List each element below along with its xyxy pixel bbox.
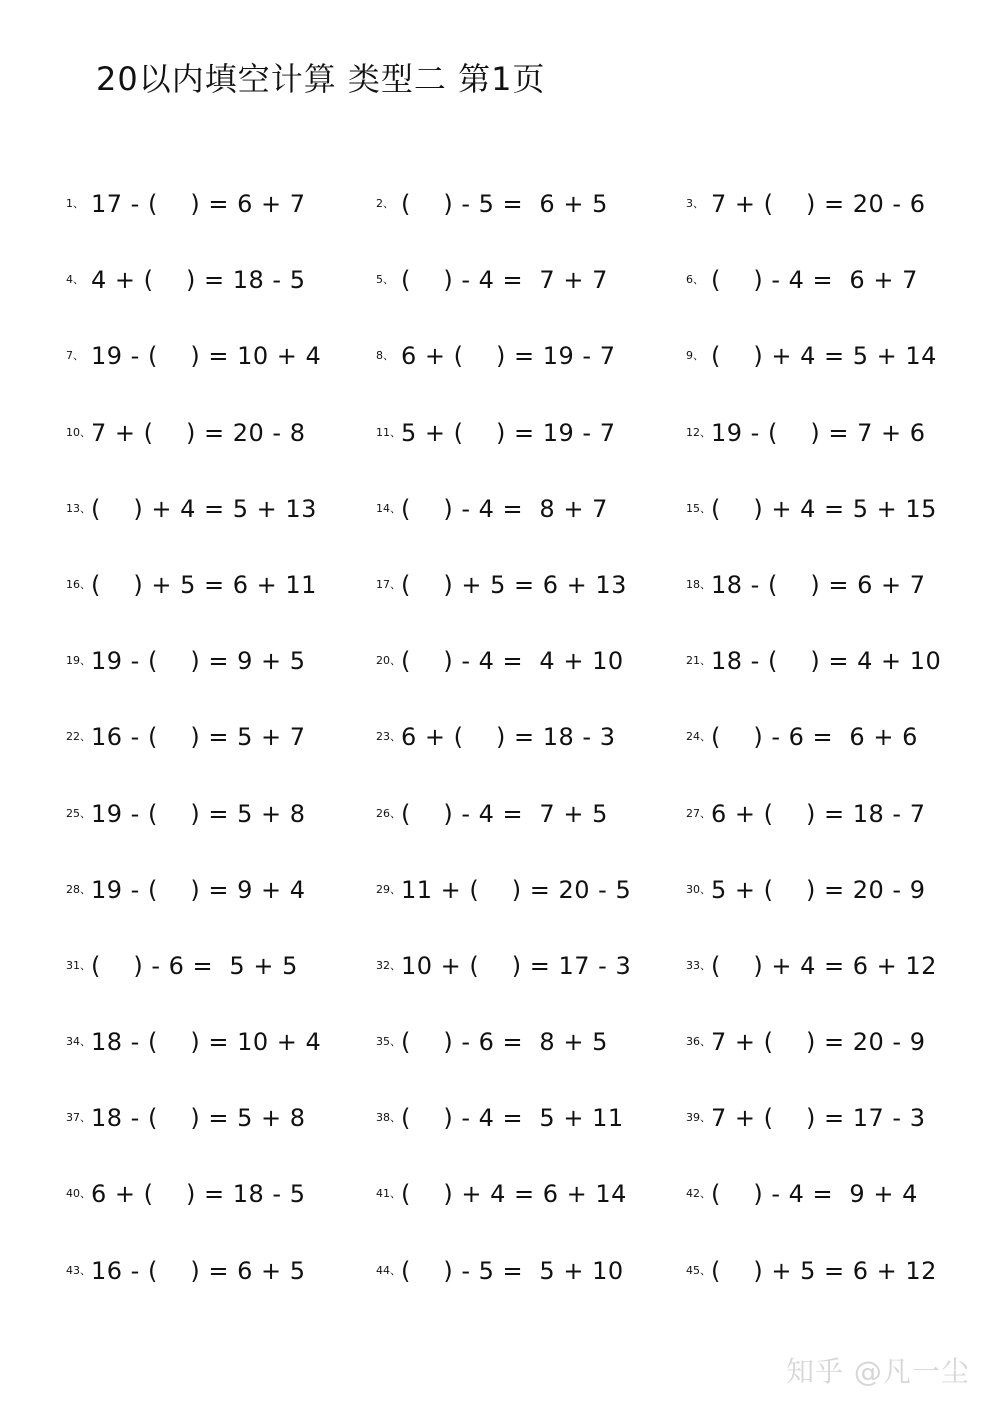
problem-expression: ( ) + 5 = 6 + 11 [91, 570, 317, 599]
problem-item [376, 563, 686, 609]
problem-expression: 18 - ( ) = 6 + 7 [711, 570, 926, 599]
problem-item [376, 411, 686, 457]
problem-expression: ( ) + 4 = 5 + 15 [711, 494, 937, 523]
problem-expression: 19 - ( ) = 7 + 6 [711, 418, 926, 447]
problem-number: 12、 [686, 425, 711, 439]
problem-expression: ( ) - 5 = 6 + 5 [401, 190, 608, 218]
problem-number: 25、 [66, 806, 91, 820]
problem-item [686, 1249, 966, 1295]
problem-item [686, 334, 966, 380]
problem-item [66, 1096, 376, 1142]
problem-number: 44、 [376, 1263, 401, 1277]
problem-expression: ( ) - 5 = 5 + 10 [401, 1256, 624, 1285]
problem-item [376, 1249, 686, 1295]
problem-expression: ( ) - 6 = 5 + 5 [91, 951, 298, 980]
problem-number: 38、 [376, 1111, 401, 1125]
problem-number: 6、 [686, 273, 704, 287]
problem-number: 40、 [66, 1187, 91, 1201]
problem-number: 21、 [686, 654, 711, 668]
problem-expression: ( ) - 4 = 5 + 11 [401, 1104, 624, 1133]
problem-item [376, 1096, 686, 1142]
problem-number: 24、 [686, 730, 711, 744]
problem-item [376, 715, 686, 761]
problem-item [66, 868, 376, 914]
problem-expression: ( ) + 4 = 5 + 14 [711, 342, 937, 371]
problem-number: 5、 [376, 273, 394, 287]
problem-expression: ( ) - 6 = 8 + 5 [401, 1028, 608, 1057]
problem-number: 37、 [66, 1111, 91, 1125]
problem-expression: ( ) - 4 = 9 + 4 [711, 1180, 918, 1209]
problem-number: 23、 [376, 730, 401, 744]
problem-expression: ( ) + 4 = 5 + 13 [91, 494, 317, 523]
problem-expression: ( ) - 4 = 7 + 5 [401, 799, 608, 828]
problem-number: 8、 [376, 349, 394, 363]
problem-expression: ( ) - 6 = 6 + 6 [711, 723, 918, 752]
problem-item [686, 792, 966, 838]
problem-expression: 18 - ( ) = 4 + 10 [711, 647, 942, 676]
problem-item [376, 334, 686, 380]
problem-item [66, 1020, 376, 1066]
problem-item [376, 868, 686, 914]
problem-expression: 16 - ( ) = 6 + 5 [91, 1256, 306, 1285]
problem-item [686, 182, 966, 228]
problem-item [66, 411, 376, 457]
problem-expression: 6 + ( ) = 18 - 7 [711, 799, 926, 828]
problem-expression: 6 + ( ) = 18 - 3 [401, 723, 616, 752]
problem-number: 45、 [686, 1263, 711, 1277]
problem-item [686, 1172, 966, 1218]
problem-item [376, 792, 686, 838]
problem-item [376, 182, 686, 228]
problem-expression: ( ) - 4 = 8 + 7 [401, 494, 608, 523]
problem-number: 18、 [686, 577, 711, 591]
problem-expression: 6 + ( ) = 18 - 5 [91, 1180, 306, 1209]
problem-expression: 17 - ( ) = 6 + 7 [91, 190, 306, 218]
problem-item [686, 258, 966, 304]
problem-item [686, 639, 966, 685]
problem-expression: ( ) + 5 = 6 + 12 [711, 1256, 937, 1285]
problem-number: 14、 [376, 501, 401, 515]
problem-number: 4、 [66, 273, 84, 287]
problem-item [66, 715, 376, 761]
problem-expression: ( ) + 4 = 6 + 12 [711, 951, 937, 980]
problem-expression: ( ) + 5 = 6 + 13 [401, 570, 627, 599]
problem-number: 13、 [66, 501, 91, 515]
problem-item [376, 1020, 686, 1066]
problem-expression: 10 + ( ) = 17 - 3 [401, 951, 632, 980]
problem-expression: 5 + ( ) = 19 - 7 [401, 418, 616, 447]
problem-item [686, 563, 966, 609]
problem-number: 27、 [686, 806, 711, 820]
problem-number: 43、 [66, 1263, 91, 1277]
problem-expression: ( ) - 4 = 6 + 7 [711, 266, 918, 295]
problem-item [686, 715, 966, 761]
problem-number: 9、 [686, 349, 704, 363]
problem-number: 32、 [376, 958, 401, 972]
problem-expression: 19 - ( ) = 9 + 5 [91, 647, 306, 676]
watermark: 知乎 @凡一尘 [786, 1355, 970, 1388]
problem-number: 7、 [66, 349, 84, 363]
problem-expression: 19 - ( ) = 10 + 4 [91, 342, 322, 371]
problem-number: 1、 [66, 197, 84, 210]
problem-item [66, 639, 376, 685]
problem-item [66, 334, 376, 380]
problem-number: 16、 [66, 577, 91, 591]
problem-number: 2、 [376, 197, 394, 210]
problem-expression: 11 + ( ) = 20 - 5 [401, 875, 632, 904]
problem-number: 34、 [66, 1035, 91, 1049]
problem-number: 3、 [686, 197, 704, 210]
problem-item [686, 1020, 966, 1066]
problem-expression: 19 - ( ) = 5 + 8 [91, 799, 306, 828]
problem-grid [66, 182, 966, 1325]
problem-expression: 18 - ( ) = 10 + 4 [91, 1028, 322, 1057]
problem-item [686, 487, 966, 533]
problem-item [66, 1172, 376, 1218]
problem-expression: 6 + ( ) = 19 - 7 [401, 342, 616, 371]
problem-number: 28、 [66, 882, 91, 896]
page-title: 20以内填空计算 类型二 第1页 [96, 60, 546, 98]
problem-expression: 7 + ( ) = 20 - 9 [711, 1028, 926, 1057]
problem-item [66, 487, 376, 533]
problem-item [66, 1249, 376, 1295]
problem-number: 11、 [376, 425, 401, 439]
problem-number: 15、 [686, 501, 711, 515]
problem-expression: 19 - ( ) = 9 + 4 [91, 875, 306, 904]
problem-item [66, 182, 376, 228]
problem-item [376, 944, 686, 990]
problem-expression: 7 + ( ) = 20 - 8 [91, 418, 306, 447]
problem-expression: 16 - ( ) = 5 + 7 [91, 723, 306, 752]
problem-expression: 7 + ( ) = 20 - 6 [711, 190, 926, 218]
problem-item [686, 944, 966, 990]
problem-item [376, 258, 686, 304]
problem-number: 17、 [376, 577, 401, 591]
problem-expression: 4 + ( ) = 18 - 5 [91, 266, 306, 295]
problem-item [66, 258, 376, 304]
problem-number: 30、 [686, 882, 711, 896]
problem-item [686, 868, 966, 914]
problem-number: 20、 [376, 654, 401, 668]
problem-item [66, 563, 376, 609]
problem-number: 41、 [376, 1187, 401, 1201]
problem-item [686, 411, 966, 457]
problem-expression: ( ) - 4 = 7 + 7 [401, 266, 608, 295]
problem-item [376, 639, 686, 685]
problem-number: 10、 [66, 425, 91, 439]
problem-number: 36、 [686, 1035, 711, 1049]
problem-item [376, 1172, 686, 1218]
problem-item [66, 944, 376, 990]
problem-item [376, 487, 686, 533]
problem-number: 29、 [376, 882, 401, 896]
problem-expression: ( ) - 4 = 4 + 10 [401, 647, 624, 676]
problem-expression: 7 + ( ) = 17 - 3 [711, 1104, 926, 1133]
problem-number: 33、 [686, 958, 711, 972]
problem-number: 39、 [686, 1111, 711, 1125]
problem-item [686, 1096, 966, 1142]
problem-number: 31、 [66, 958, 91, 972]
problem-number: 22、 [66, 730, 91, 744]
problem-number: 26、 [376, 806, 401, 820]
problem-number: 35、 [376, 1035, 401, 1049]
problem-expression: 5 + ( ) = 20 - 9 [711, 875, 926, 904]
problem-item [66, 792, 376, 838]
problem-expression: 18 - ( ) = 5 + 8 [91, 1104, 306, 1133]
problem-expression: ( ) + 4 = 6 + 14 [401, 1180, 627, 1209]
problem-number: 42、 [686, 1187, 711, 1201]
problem-number: 19、 [66, 654, 91, 668]
